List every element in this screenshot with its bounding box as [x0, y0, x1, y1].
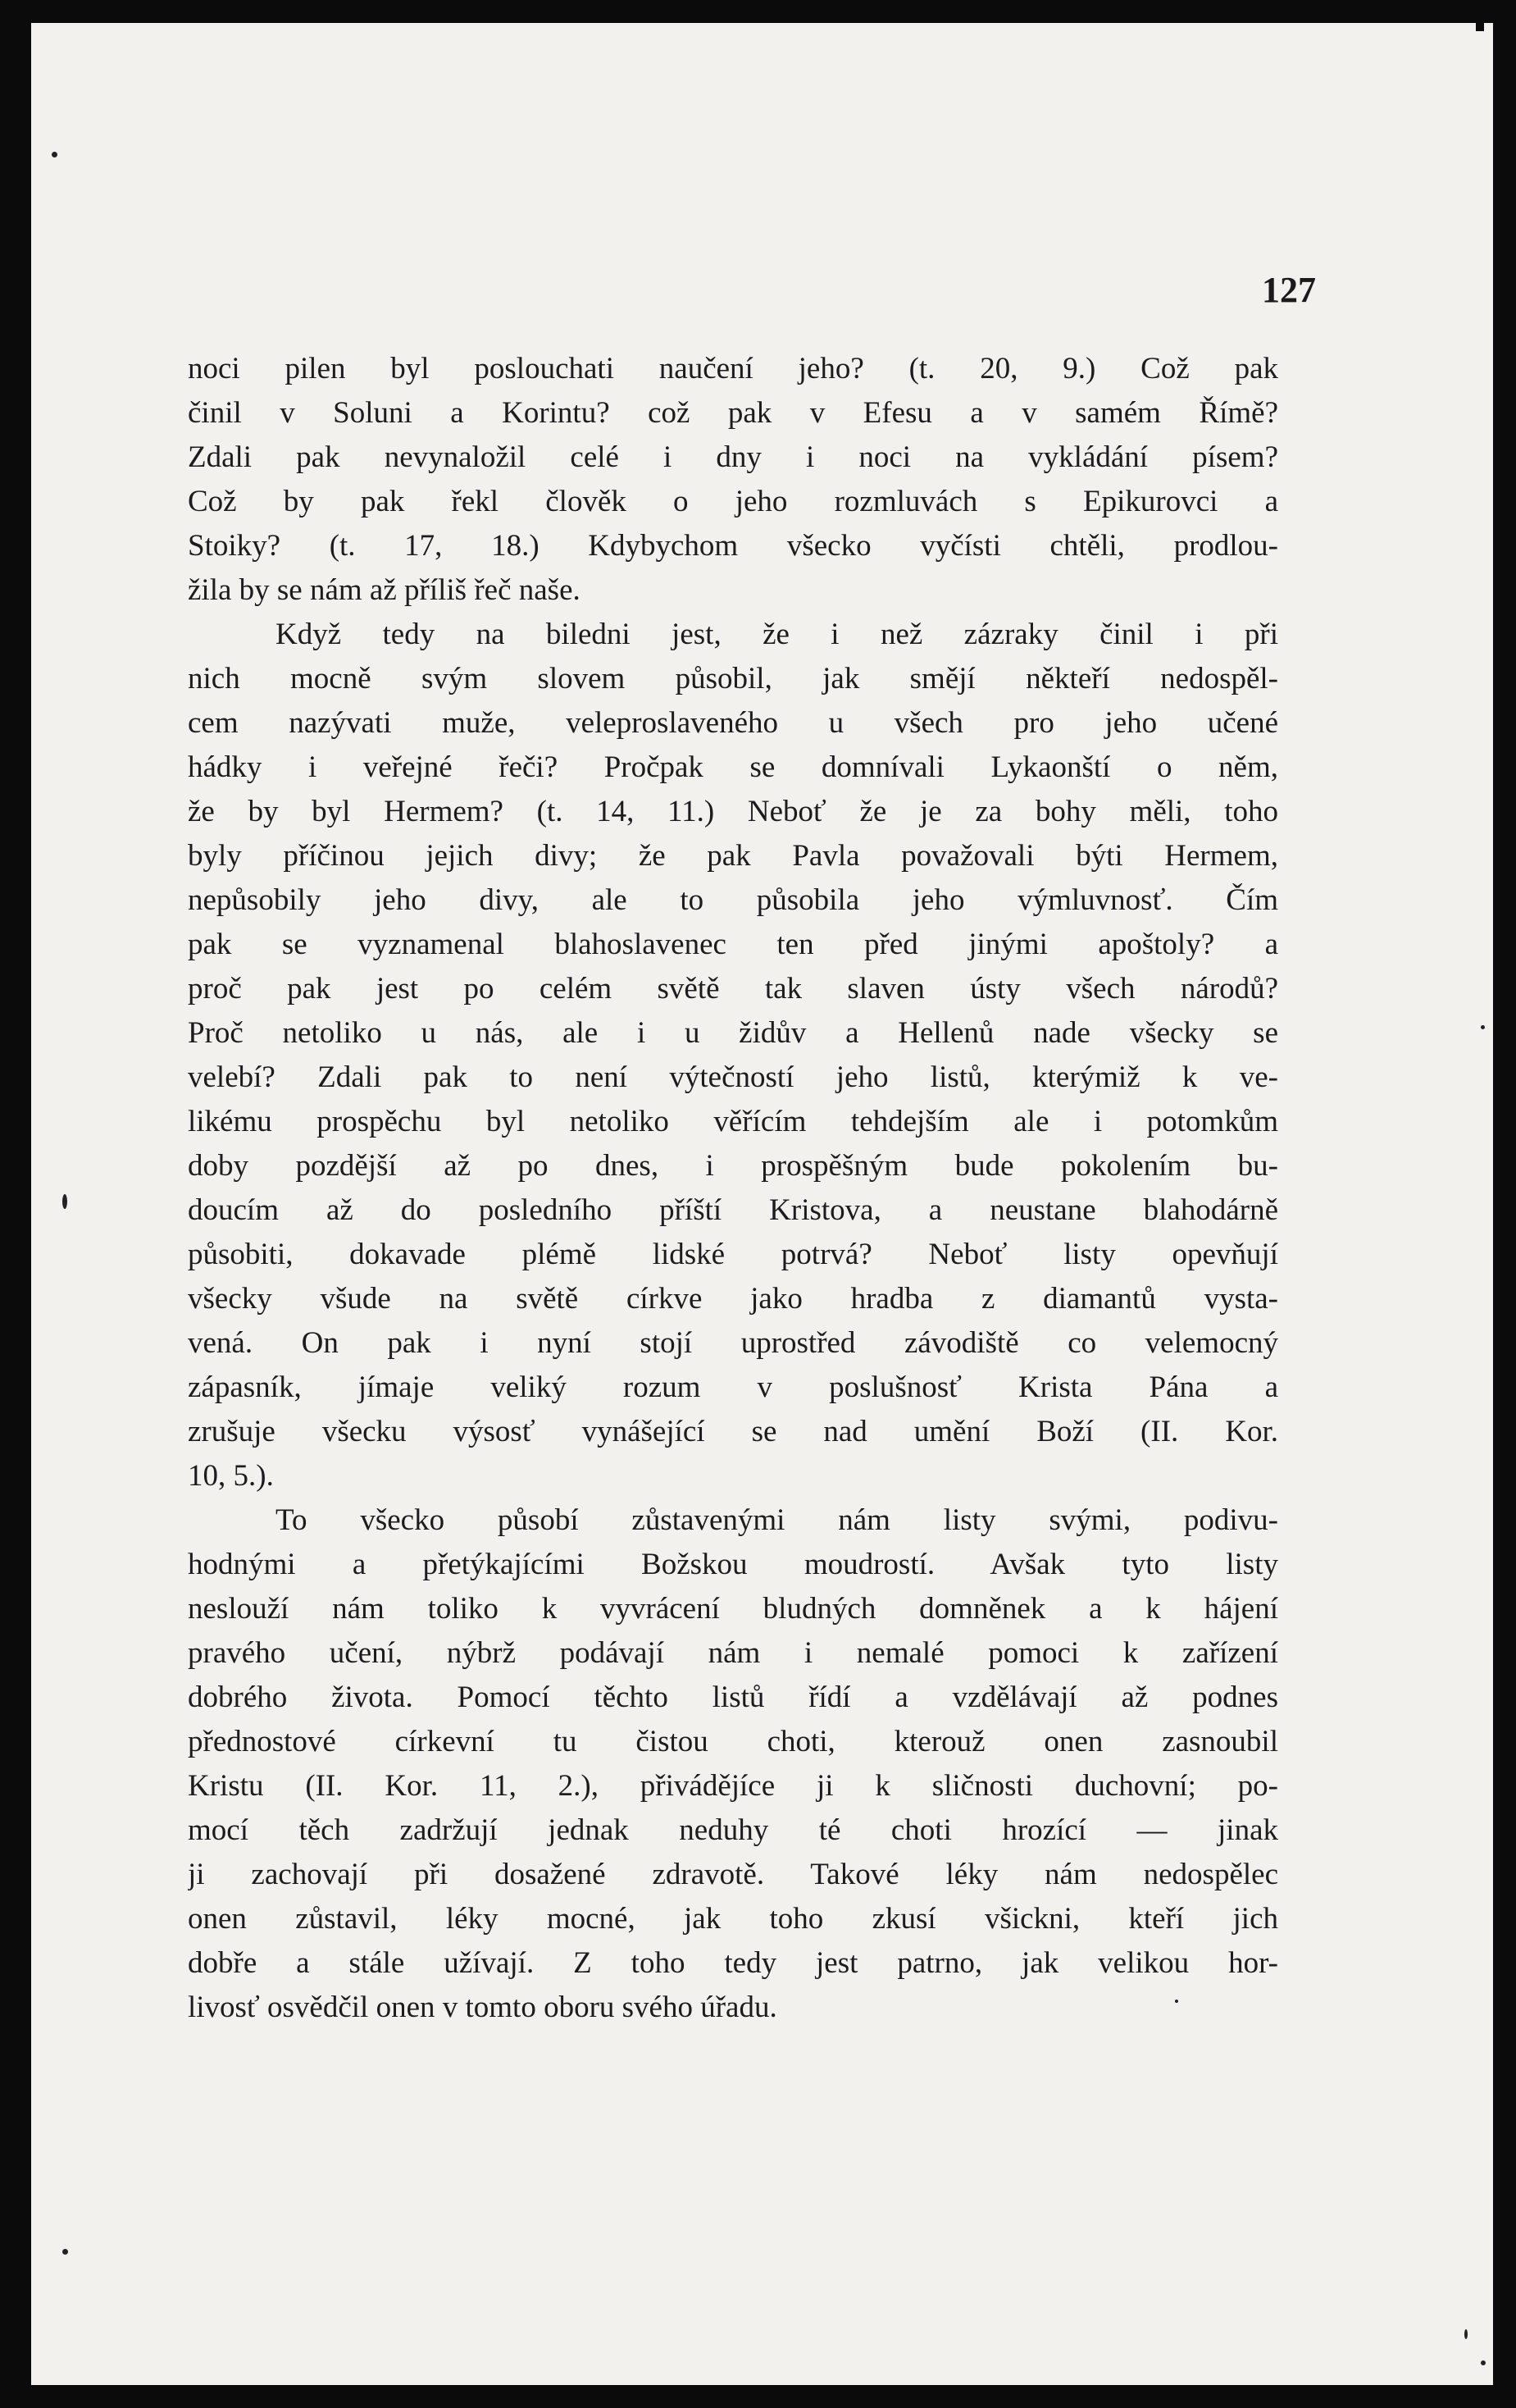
text-line: proč pak jest po celém světě tak slaven ústy všech národů? — [188, 972, 1278, 1006]
text-line: Stoiky? (t. 17, 18.) Kdybychom všecko vyčísti chtěli, prodlou- — [188, 529, 1278, 563]
scan-speck — [1175, 2000, 1178, 2003]
text-line: všecky všude na světě církve jako hradba z diamantů vysta- — [188, 1282, 1278, 1316]
text-line: 10, 5.). — [188, 1459, 274, 1493]
text-line: zrušuje všecku výsosť vynášející se nad umění Boží (II. Kor. — [188, 1415, 1278, 1448]
text-line: nich mocně svým slovem působil, jak smějí někteří nedospěl- — [188, 662, 1278, 695]
text-line: vená. On pak i nyní stojí uprostřed závodiště co velemocný — [188, 1326, 1278, 1360]
scan-speck — [1464, 2329, 1468, 2339]
text-line: pak se vyznamenal blahoslavenec ten před jinými apoštoly? a — [188, 928, 1278, 961]
text-line: Zdali pak nevynaložil celé i dny i noci na vykládání písem? — [188, 440, 1278, 474]
text-line: hodnými a přetýkajícími Božskou moudrostí. Avšak tyto listy — [188, 1548, 1278, 1581]
text-line: nepůsobily jeho divy, ale to působila jeho výmluvnosť. Čím — [188, 883, 1278, 917]
text-line: dobře a stále užívají. Z toho tedy jest patrno, jak velikou hor- — [188, 1946, 1278, 1980]
text-line: ji zachovají při dosažené zdravotě. Takové léky nám nedospělec — [188, 1858, 1278, 1891]
text-line: žila by se nám až příliš řeč naše. — [188, 573, 580, 607]
page-number: 127 — [1262, 270, 1316, 310]
text-line: doucím až do posledního příští Kristova, a neustane blahodárně — [188, 1193, 1278, 1227]
text-line: cem nazývati muže, veleproslaveného u všech pro jeho učené — [188, 706, 1278, 740]
text-line: velebí? Zdali pak to není výtečností jeho listů, kterýmiž k ve- — [188, 1060, 1278, 1094]
scan-speck — [62, 2249, 68, 2255]
text-line: noci pilen byl poslouchati naučení jeho? (t. 20, 9.) Což pak — [188, 352, 1278, 385]
text-line: že by byl Hermem? (t. 14, 11.) Neboť že je za bohy měli, toho — [188, 795, 1278, 828]
body-text — [188, 347, 1278, 2030]
text-line: mocí těch zadržují jednak neduhy té choti hrozící — jinak — [188, 1813, 1278, 1847]
scan-speck — [1481, 2360, 1486, 2365]
text-line: doby pozdější až po dnes, i prospěšným bude pokolením bu- — [188, 1149, 1278, 1183]
text-line: neslouží nám toliko k vyvrácení bludných domněnek a k hájení — [188, 1592, 1278, 1626]
text-line: zápasník, jímaje veliký rozum v poslušnosť Krista Pána a — [188, 1370, 1278, 1404]
text-line: přednostové církevní tu čistou choti, kterouž onen zasnoubil — [188, 1725, 1278, 1758]
text-line: pravého učení, nýbrž podávají nám i nemalé pomoci k zařízení — [188, 1636, 1278, 1670]
text-line: Což by pak řekl člověk o jeho rozmluvách s Epikurovci a — [188, 485, 1278, 518]
text-line: činil v Soluni a Korintu? což pak v Efesu a v samém Římě? — [188, 396, 1278, 430]
text-line: To všecko působí zůstavenými nám listy svými, podivu- — [275, 1503, 1278, 1537]
text-line: Proč netoliko u nás, ale i u židův a Hellenů nade všecky se — [188, 1016, 1278, 1050]
text-line: byly příčinou jejich divy; že pak Pavla považovali býti Hermem, — [188, 839, 1278, 873]
scanned-page — [31, 23, 1493, 2385]
text-line: Když tedy na biledni jest, že i než zázraky činil i při — [275, 618, 1278, 651]
text-line: likému prospěchu byl netoliko věřícím tehdejším ale i potomkům — [188, 1105, 1278, 1138]
text-line: hádky i veřejné řeči? Pročpak se domnívali Lykaonští o něm, — [188, 750, 1278, 784]
scan-speck — [1481, 1025, 1485, 1029]
text-line: onen zůstavil, léky mocné, jak toho zkusí všickni, kteří jich — [188, 1902, 1278, 1936]
crop-mark — [1476, 23, 1484, 31]
text-line: livosť osvědčil onen v tomto oboru svého úřadu. — [188, 1991, 777, 2024]
text-line: dobrého života. Pomocí těchto listů řídí a vzdělávají až podnes — [188, 1681, 1278, 1714]
scan-speck — [62, 1194, 67, 1209]
text-line: Kristu (II. Kor. 11, 2.), přivádějíce ji k sličnosti duchovní; po- — [188, 1769, 1278, 1803]
scan-speck — [52, 152, 57, 157]
text-line: působiti, dokavade plémě lidské potrvá? Neboť listy opevňují — [188, 1238, 1278, 1271]
